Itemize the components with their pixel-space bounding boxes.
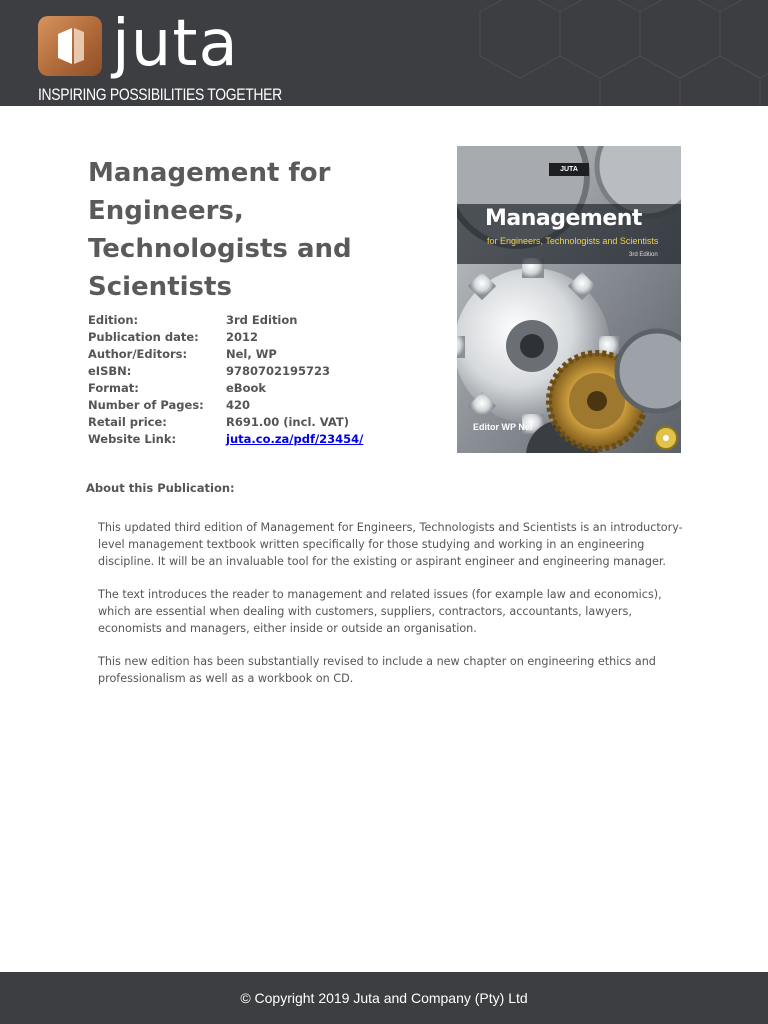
detail-value: 2012 (226, 330, 259, 345)
detail-label: Retail price: (88, 414, 167, 429)
logo-tagline: INSPIRING POSSIBILITIES TOGETHER (38, 85, 282, 104)
detail-row-edition (88, 312, 363, 329)
detail-label: Author/Editors: (88, 347, 188, 362)
detail-row-eisbn (88, 363, 363, 380)
website-link[interactable]: juta.co.za/pdf/23454/ (226, 431, 364, 446)
detail-value: eBook (226, 381, 267, 395)
about-paragraph: The text introduces the reader to management and related issues (for example law and economics), which are essential when dealing with customers, suppliers, contractors, accountants, lawyers, economists and managers, either inside or outside an organisation. (98, 588, 662, 635)
detail-label: Edition: (88, 313, 139, 328)
about-heading: About this Publication: (86, 481, 235, 495)
cover-edition: 3rd Edition (629, 252, 658, 258)
book-details (88, 312, 363, 447)
about-paragraph: This new edition has been substantially revised to include a new chapter on engineering ethics and professionalism as well as a workbook on CD. (98, 655, 656, 685)
detail-label: eISBN: (88, 364, 132, 379)
book-cover-image (457, 146, 681, 453)
cover-subtitle: for Engineers, Technologists and Scientists (487, 236, 659, 246)
cover-main-title: Management (485, 206, 642, 231)
detail-value: 3rd Edition (226, 313, 298, 328)
detail-value: 9780702195723 (226, 364, 331, 379)
detail-value: 420 (226, 397, 251, 412)
cover-brand: JUTA (549, 163, 589, 176)
detail-value: Nel, WP (226, 347, 277, 362)
copyright-text: © Copyright 2019 Juta and Company (Pty) Ltd (240, 990, 528, 1006)
juta-logo-icon[interactable] (38, 16, 102, 76)
cover-author: Editor WP Nel (473, 422, 533, 432)
detail-label: Website Link: (88, 431, 177, 446)
detail-row-format (88, 380, 363, 397)
gears-illustration (457, 146, 681, 453)
detail-label: Format: (88, 381, 139, 395)
about-body (98, 519, 688, 703)
detail-row-price (88, 413, 363, 430)
detail-label: Number of Pages: (88, 397, 204, 412)
logo-wordmark[interactable]: juta (112, 7, 239, 81)
detail-row-pages (88, 396, 363, 413)
about-paragraph: This updated third edition of Management for Engineers, Technologists and Scientists is an introductory-level management textbook written specifically for those studying and working in an engineering discipline. It will be an invaluable tool for the existing or aspirant engineer and engineering manager. (98, 521, 683, 568)
detail-row-author (88, 346, 363, 363)
site-footer (0, 972, 768, 1024)
detail-label: Publication date: (88, 330, 199, 345)
detail-row-website (88, 430, 363, 447)
book-title: Management for Engineers, Technologists and Scientists (88, 158, 352, 302)
site-header (0, 0, 768, 106)
detail-value: R691.00 (incl. VAT) (226, 414, 349, 429)
detail-row-publication-date (88, 329, 363, 346)
